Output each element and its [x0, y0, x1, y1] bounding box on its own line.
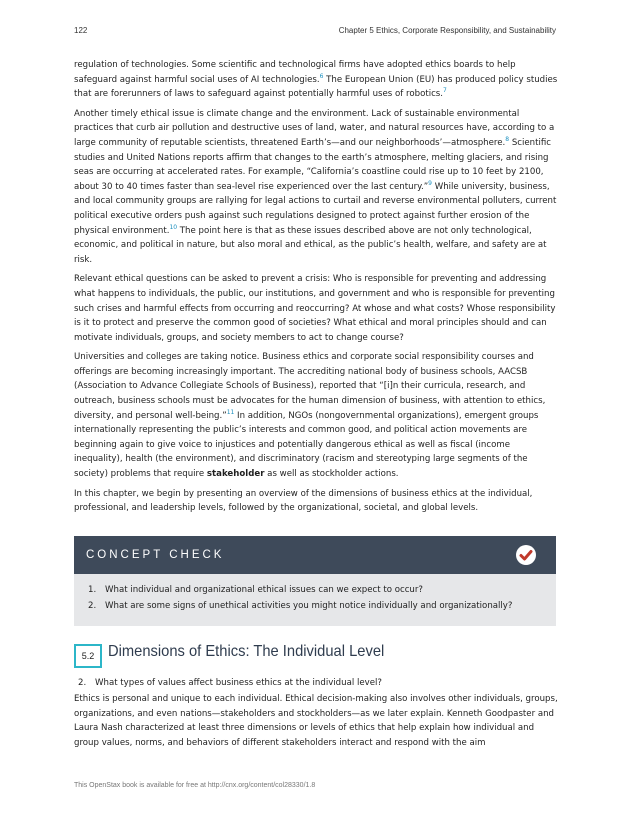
body-text-continued	[74, 692, 558, 755]
paragraph-2: Another timely ethical issue is climate change and the environment. Lack of sustainable environmental practices that curb air pollution and destructive uses of land, water, and natural resources have, according to a large community of reputable scientists, threatened Earth’s—and our neighborhoods’—atmosphere.$^8$ Scientific studies and United Nations reports affirm that changes to the earth’s atmosphere, melting glaciers, and rising seas are occurring at accelerated rates. For example, “California’s coastline could rise up to 10 feet by 2100, about 30 to 40 times faster than sea-level rise experienced over the last century.”$^9$ While university, business, and local community groups are rallying for legal actions to curtail and reverse environmental polluters, current political executive orders push against such regulations designed to protect against further erosion of the physical environment.$^{10}$ The point here is that as these issues described above are not only technological, economic, and political in nature, but also moral and ethical, as the public’s health, welfare, and safety are at risk.	[74, 108, 557, 265]
page-number: 122	[74, 26, 88, 35]
body-text	[74, 58, 558, 521]
section-title: Dimensions of Ethics: The Individual Level	[108, 643, 385, 660]
concept-check-title: CONCEPT CHECK	[86, 549, 225, 561]
paragraph-3: Relevant ethical questions can be asked to prevent a crisis: Who is responsible for preventing and addressing what happens to individuals, the public, our institutions, and government and who is responsible for preventing such crises and harmful effects from occurring and reoccurring? At whose and what costs? Whose responsibility is it to protect and preserve the common good of societies? What ethical and moral principles should and can motivate individuals, groups, and society members to act to change course?	[74, 274, 556, 343]
paragraph-6: Ethics is personal and unique to each individual. Ethical decision-making also involves other individuals, groups, organizations, and even nations—stakeholders and stockholders—as we later explain. Kenneth Goodpaster and Laura Nash characterized at least three dimensions or levels of ethics that help explain how individual and group values, norms, and behaviors of different stakeholders interact and respond with the aim	[74, 694, 558, 748]
chapter-title: Chapter 5 Ethics, Corporate Responsibility, and Sustainability	[338, 26, 556, 35]
paragraph-4: Universities and colleges are taking notice. Business ethics and corporate social responsibility courses and offerings are becoming increasingly important. The accrediting national body of business schools, AACSB (Association to Advance Collegiate Schools of Business), reported that “[i]n their curricula, research, and outreach, business schools must be advocates for the human dimension of business, with attention to ethics, diversity, and personal well-being.”$^{11}$ In addition, NGOs (nongovernmental organizations), emergent groups internationally representing the public’s interests and common good, and political action movements are beginning again to give voice to injustices and potentially dangerous ethical as well as fiscal (income inequality), health (the environment), and discriminatory (racism and stereotyping large segments of the society) problems that require stakeholder as well as stockholder actions.	[74, 352, 546, 480]
key-term-stakeholder: stakeholder	[206, 469, 265, 480]
concept-check-box	[74, 536, 556, 626]
list-item: 1. What individual and organizational ethical issues can we expect to occur?	[88, 585, 423, 595]
paragraph-5: In this chapter, we begin by presenting an overview of the dimensions of business ethics at the individual, professional, and leadership levels, followed by the organizational, societal, and global levels.	[74, 488, 533, 514]
footnote-ref[interactable]: 8	[505, 136, 510, 144]
learning-objective: 2. What types of values affect business ethics at the individual level?	[78, 678, 382, 688]
footnote-ref[interactable]: 10	[169, 223, 178, 231]
footer-note: This OpenStax book is available for free at http://cnx.org/content/col28330/1.8	[74, 782, 316, 789]
footnote-ref[interactable]: 9	[428, 179, 432, 187]
footnote-ref[interactable]: 6	[319, 72, 324, 80]
concept-check-header	[74, 536, 556, 574]
section-number: 5.2	[74, 644, 102, 668]
paragraph-1: regulation of technologies. Some scientific and technological firms have adopted ethics boards to help safeguard against harmful social uses of AI technologies.$^6$ The European Union (EU) has produced policy studies that are forerunners of laws to safeguard against potentially harmful uses of robotics.$^7$	[74, 60, 558, 100]
list-item: 2. What are some signs of unethical activities you might notice individually and organizationally?	[88, 600, 513, 611]
footnote-ref[interactable]: 7	[443, 87, 447, 95]
footnote-ref[interactable]: 11	[226, 408, 235, 416]
checkmark-icon	[516, 545, 536, 565]
concept-check-questions	[74, 574, 556, 626]
